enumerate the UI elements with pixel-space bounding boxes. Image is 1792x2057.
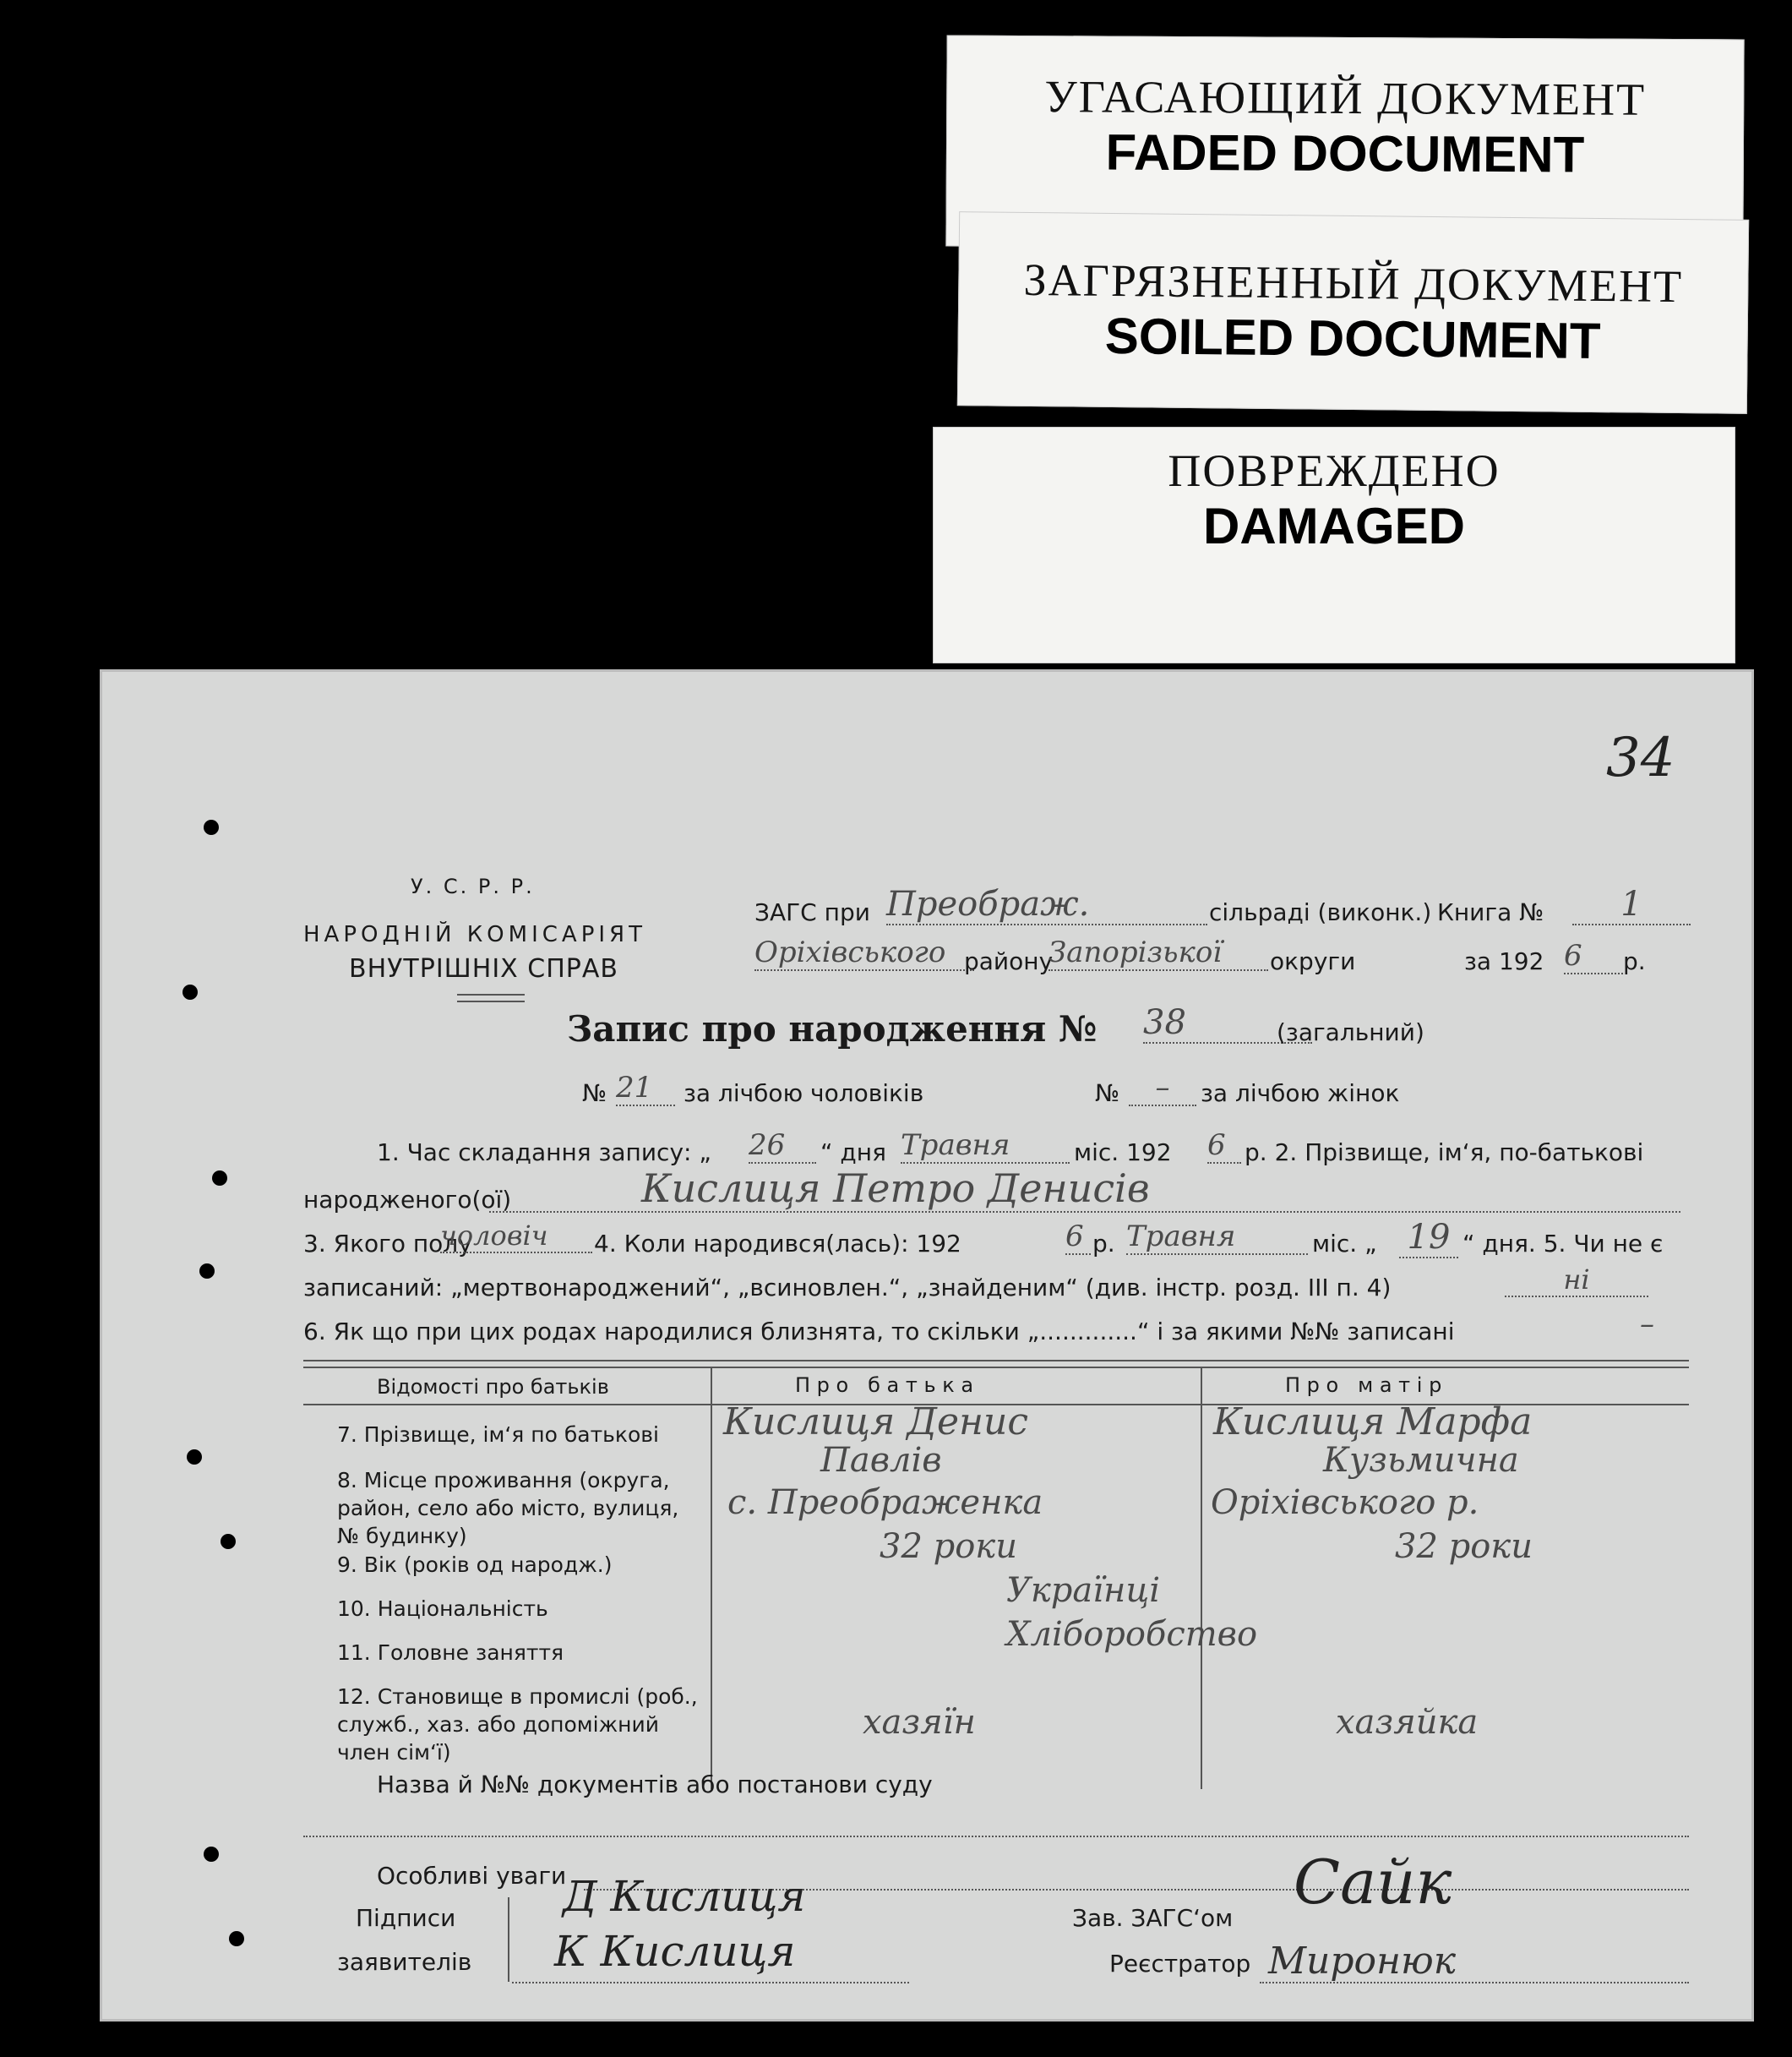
documents-line: [303, 1834, 1689, 1837]
book-value: 1: [1572, 885, 1691, 925]
registrar-line: [1260, 1980, 1689, 1983]
zags-prefix: ЗАГС при: [754, 898, 870, 926]
stillborn-label: записаний: „мертвонароджений“, „всиновлен.“, „знайденим“ (див. інстр. розд. III п. 4): [303, 1274, 1392, 1301]
applicant-signature-1: Д Кислиця: [563, 1872, 806, 1921]
birth-day: 19: [1399, 1218, 1458, 1258]
label-en: DAMAGED: [1203, 498, 1465, 554]
table-header-mother: П р о м а т і р: [1285, 1373, 1442, 1397]
item5-label: “ дня. 5. Чи не є: [1462, 1230, 1664, 1258]
registrar-label: Реєстратор: [1109, 1950, 1251, 1978]
label-en: FADED DOCUMENT: [1105, 123, 1585, 183]
binding-hole: [199, 1263, 215, 1279]
row-label: 8. Місце проживання (округа, район, село або місто, вулиця, № будинку): [337, 1468, 679, 1548]
signatures-label-2: заявителів: [337, 1948, 472, 1976]
binding-hole: [221, 1534, 236, 1549]
row-label: 11. Головне заняття: [337, 1640, 564, 1665]
zags-suffix: сільраді (виконк.): [1209, 898, 1432, 926]
binding-hole: [187, 1449, 202, 1465]
okruha-value: Запорізької: [1049, 936, 1268, 971]
item1-day: “ дня: [820, 1138, 886, 1166]
documents-label: Назва й №№ документів або постанови суду: [377, 1771, 933, 1798]
damaged-label: [933, 427, 1735, 663]
sex-value: чоловіч: [440, 1219, 592, 1253]
applicant-signature-2: К Кислиця: [554, 1927, 796, 1976]
men-count: 21: [616, 1071, 675, 1106]
divider: [457, 1001, 525, 1002]
birth-record-card: [100, 669, 1754, 2022]
org-line-3: ВНУТРІШНІХ СПРАВ: [349, 954, 618, 984]
row-label: 10. Національність: [337, 1596, 548, 1621]
row-label: 9. Вік (років од народж.): [337, 1552, 613, 1577]
mother-status: хазяйка: [1336, 1703, 1479, 1742]
father-age: 32 роки: [880, 1527, 1017, 1566]
head-label: Зав. ЗАГС‘ом: [1072, 1904, 1234, 1932]
raion-label: району: [964, 947, 1054, 975]
child-name-label: народженого(ої): [303, 1186, 512, 1214]
label-ru: ПОВРЕЖДЕНО: [1168, 445, 1501, 496]
binding-hole: [229, 1931, 244, 1946]
men-label: за лічбою чоловіків: [684, 1079, 924, 1107]
child-name: Кислиця Петро Денисів: [489, 1165, 1680, 1213]
year-suffix: р.: [1623, 947, 1646, 975]
year-prefix: за 192: [1464, 947, 1544, 975]
record-title: Запис про народження №: [567, 1008, 1098, 1050]
book-label: Книга №: [1437, 898, 1544, 926]
mother-residence: Оріхівського р.: [1211, 1483, 1479, 1522]
stillborn-value: ні: [1505, 1263, 1648, 1297]
year-value: 6: [1564, 939, 1623, 974]
father-patronymic: Павлів: [820, 1441, 942, 1480]
birth-year-suffix: р.: [1092, 1230, 1115, 1258]
org-line-1: У. С. Р. Р.: [411, 875, 535, 898]
record-year: 6: [1207, 1128, 1241, 1164]
record-day: 26: [749, 1128, 816, 1164]
table-header-info: Відомості про батьків: [377, 1375, 609, 1399]
record-suffix: (загальний): [1277, 1018, 1424, 1046]
women-label: за лічбою жінок: [1201, 1079, 1400, 1107]
table-column-divider: [1201, 1367, 1202, 1789]
head-signature: Сайк: [1294, 1847, 1452, 1918]
item1-month: міс. 192: [1074, 1138, 1172, 1166]
father-status: хазяїн: [863, 1703, 976, 1742]
table-top-border: [303, 1360, 1689, 1361]
occupation: Хліборобство: [1006, 1615, 1258, 1654]
birth-label: 4. Коли народився(лась): 192: [594, 1230, 961, 1258]
row-label: 7. Прізвище, ім‘я по батькові: [337, 1422, 659, 1447]
women-prefix: №: [1095, 1079, 1120, 1107]
binding-hole: [212, 1170, 227, 1186]
table-top-border: [303, 1367, 1689, 1368]
mother-patronymic: Кузьмична: [1323, 1441, 1519, 1480]
record-number: 38: [1143, 1003, 1312, 1044]
men-prefix: №: [582, 1079, 607, 1107]
page-number: 34: [1606, 727, 1675, 789]
zags-value: Преображ.: [886, 885, 1207, 925]
registrar-signature: Миронюк: [1268, 1940, 1457, 1983]
birth-month-label: міс. „: [1312, 1230, 1377, 1258]
label-ru: УГАСАЮЩИЙ ДОКУМЕНТ: [1044, 71, 1647, 125]
sex-label: 3. Якого полу: [303, 1230, 472, 1258]
women-count: –: [1129, 1071, 1196, 1106]
father-residence: с. Преображенка: [727, 1483, 1043, 1522]
nationality: Українці: [1006, 1571, 1161, 1610]
table-column-divider: [711, 1367, 712, 1789]
divider: [457, 994, 525, 996]
org-line-2: НАРОДНІЙ КОМІСАРІЯТ: [303, 922, 646, 947]
twins-label: 6. Як що при цих родах народилися близнята, то скільки „.............“ і за якими №№ записані: [303, 1318, 1455, 1345]
binding-hole: [204, 1847, 219, 1862]
soiled-document-label: [957, 211, 1749, 414]
item1-label: 1. Час складання запису: „: [377, 1138, 711, 1166]
remarks-label: Особливі уваги: [377, 1862, 567, 1890]
father-name: Кислиця Денис: [723, 1400, 1028, 1443]
item2-label: р. 2. Прізвище, ім‘я, по-батькові: [1245, 1138, 1644, 1166]
mother-age: 32 роки: [1395, 1527, 1533, 1566]
label-en: SOILED DOCUMENT: [1104, 307, 1601, 370]
binding-hole: [182, 985, 198, 1000]
row-label: 12. Становище в промислі (роб., служб., хаз. або допоміжний член сім‘ї): [337, 1684, 698, 1765]
twins-value: –: [1640, 1307, 1654, 1341]
mother-name: Кислиця Марфа: [1213, 1400, 1533, 1443]
signature-line: [512, 1980, 909, 1983]
signature-divider: [508, 1897, 509, 1982]
table-header-father: П р о б а т ь к а: [795, 1373, 974, 1397]
okruha-label: округи: [1270, 947, 1356, 975]
raion-value: Оріхівського: [754, 936, 974, 971]
record-month: Травня: [901, 1128, 1070, 1164]
binding-hole: [204, 820, 219, 835]
birth-year: 6: [1065, 1219, 1091, 1255]
label-ru: ЗАГРЯЗНЕННЫЙ ДОКУМЕНТ: [1023, 254, 1684, 313]
signatures-label-1: Підписи: [356, 1904, 456, 1932]
birth-month: Травня: [1126, 1219, 1308, 1255]
